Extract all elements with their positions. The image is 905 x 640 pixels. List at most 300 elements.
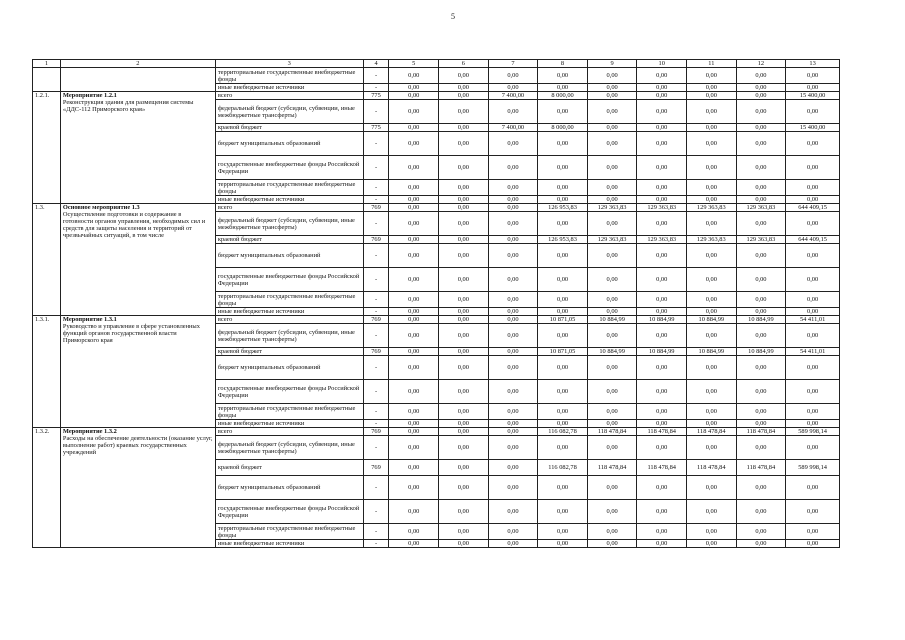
item-description <box>60 68 215 92</box>
amount-cell: 0,00 <box>389 244 439 268</box>
amount-cell: 0,00 <box>439 380 489 404</box>
amount-cell: 0,00 <box>439 204 489 212</box>
amount-cell: 0,00 <box>538 380 588 404</box>
item-title: Мероприятие 1.2.1 <box>62 92 117 99</box>
item-desc: Реконструкция здания для размещения системы «ДДС-112 Приморского края» <box>62 99 194 113</box>
amount-cell: 0,00 <box>786 292 840 308</box>
amount-cell: 10 884,99 <box>587 316 637 324</box>
amount-cell: 0,00 <box>538 292 588 308</box>
budget-code: 775 <box>363 92 389 100</box>
amount-cell: 0,00 <box>687 524 737 540</box>
amount-cell: 0,00 <box>439 500 489 524</box>
amount-cell: 0,00 <box>587 68 637 84</box>
amount-cell: 118 478,84 <box>637 428 687 436</box>
amount-cell: 0,00 <box>389 204 439 212</box>
amount-cell: 0,00 <box>687 180 737 196</box>
amount-cell: 0,00 <box>488 132 538 156</box>
column-number-cell: 4 <box>363 60 389 68</box>
amount-cell: 0,00 <box>587 500 637 524</box>
amount-cell: 0,00 <box>488 436 538 460</box>
amount-cell: 0,00 <box>439 324 489 348</box>
item-number: 1.2.1. <box>33 92 61 204</box>
amount-cell: 54 411,01 <box>786 316 840 324</box>
amount-cell: 0,00 <box>488 292 538 308</box>
amount-cell: 0,00 <box>786 380 840 404</box>
amount-cell: 0,00 <box>538 68 588 84</box>
amount-cell: 0,00 <box>637 268 687 292</box>
amount-cell: 0,00 <box>389 436 439 460</box>
amount-cell: 0,00 <box>488 460 538 476</box>
amount-cell: 0,00 <box>736 324 786 348</box>
amount-cell: 0,00 <box>439 68 489 84</box>
item-desc: Расходы на обеспечение деятельности (оказание услуг, выполнение работ) краевых государственных учреждений <box>62 435 213 456</box>
amount-cell: 0,00 <box>488 308 538 316</box>
amount-cell: 0,00 <box>637 156 687 180</box>
amount-cell: 0,00 <box>736 196 786 204</box>
amount-cell: 0,00 <box>389 156 439 180</box>
amount-cell: 0,00 <box>736 244 786 268</box>
amount-cell: 0,00 <box>587 540 637 548</box>
budget-code: - <box>363 308 389 316</box>
amount-cell: 0,00 <box>687 268 737 292</box>
amount-cell: 0,00 <box>587 380 637 404</box>
amount-cell: 0,00 <box>587 356 637 380</box>
amount-cell: 0,00 <box>488 100 538 124</box>
amount-cell: 0,00 <box>439 404 489 420</box>
amount-cell: 0,00 <box>488 316 538 324</box>
column-number-cell: 6 <box>439 60 489 68</box>
amount-cell: 0,00 <box>439 292 489 308</box>
column-number-cell: 3 <box>215 60 363 68</box>
amount-cell: 0,00 <box>439 348 489 356</box>
amount-cell: 0,00 <box>439 476 489 500</box>
amount-cell: 0,00 <box>687 404 737 420</box>
amount-cell: 0,00 <box>687 324 737 348</box>
amount-cell: 0,00 <box>488 156 538 180</box>
amount-cell: 0,00 <box>439 460 489 476</box>
amount-cell: 0,00 <box>389 356 439 380</box>
column-number-cell: 13 <box>786 60 840 68</box>
amount-cell: 0,00 <box>637 196 687 204</box>
amount-cell: 129 363,83 <box>637 236 687 244</box>
amount-cell: 0,00 <box>786 524 840 540</box>
budget-code: 769 <box>363 348 389 356</box>
amount-cell: 0,00 <box>637 476 687 500</box>
amount-cell: 0,00 <box>439 540 489 548</box>
amount-cell: 0,00 <box>587 84 637 92</box>
budget-code: - <box>363 380 389 404</box>
amount-cell: 0,00 <box>736 156 786 180</box>
amount-cell: 0,00 <box>786 244 840 268</box>
amount-cell: 0,00 <box>687 356 737 380</box>
amount-cell: 0,00 <box>488 356 538 380</box>
amount-cell: 0,00 <box>687 292 737 308</box>
amount-cell: 0,00 <box>587 196 637 204</box>
amount-cell: 0,00 <box>439 244 489 268</box>
amount-cell: 0,00 <box>687 540 737 548</box>
amount-cell: 116 082,78 <box>538 460 588 476</box>
funding-source: иные внебюджетные источники <box>215 196 363 204</box>
funding-source: иные внебюджетные источники <box>215 84 363 92</box>
funding-source: всего <box>215 316 363 324</box>
amount-cell: 0,00 <box>587 180 637 196</box>
amount-cell: 0,00 <box>389 268 439 292</box>
item-description <box>60 92 215 204</box>
amount-cell: 0,00 <box>389 212 439 236</box>
amount-cell: 0,00 <box>587 124 637 132</box>
amount-cell: 0,00 <box>587 268 637 292</box>
funding-source: федеральный бюджет (субсидии, субвенции, иные межбюджетные трансферты) <box>215 100 363 124</box>
budget-code: - <box>363 244 389 268</box>
amount-cell: 0,00 <box>488 524 538 540</box>
amount-cell: 0,00 <box>389 180 439 196</box>
amount-cell: 0,00 <box>587 292 637 308</box>
amount-cell: 129 363,83 <box>587 204 637 212</box>
amount-cell: 0,00 <box>786 84 840 92</box>
amount-cell: 0,00 <box>439 436 489 460</box>
amount-cell: 0,00 <box>488 84 538 92</box>
amount-cell: 0,00 <box>637 308 687 316</box>
amount-cell: 129 363,83 <box>687 236 737 244</box>
column-number-cell: 2 <box>60 60 215 68</box>
amount-cell: 0,00 <box>538 500 588 524</box>
column-number-cell: 5 <box>389 60 439 68</box>
amount-cell: 0,00 <box>786 196 840 204</box>
amount-cell: 126 953,83 <box>538 236 588 244</box>
item-title: Мероприятие 1.3.2 <box>62 428 117 435</box>
amount-cell: 0,00 <box>736 132 786 156</box>
amount-cell: 0,00 <box>736 420 786 428</box>
amount-cell: 0,00 <box>637 420 687 428</box>
amount-cell: 0,00 <box>439 268 489 292</box>
amount-cell: 0,00 <box>637 212 687 236</box>
column-number-row <box>33 60 840 68</box>
budget-code: - <box>363 132 389 156</box>
amount-cell: 0,00 <box>637 524 687 540</box>
budget-code: 769 <box>363 460 389 476</box>
budget-code: - <box>363 500 389 524</box>
amount-cell: 0,00 <box>736 500 786 524</box>
amount-cell: 0,00 <box>389 68 439 84</box>
amount-cell: 0,00 <box>439 100 489 124</box>
amount-cell: 0,00 <box>736 68 786 84</box>
item-desc: Осуществление подготовки и содержание в готовности органов управления, необходимых сил и средств для защиты населения и территорий от чрезвычайных ситуаций, в том числе <box>62 211 206 239</box>
amount-cell: 0,00 <box>786 156 840 180</box>
funding-source: краевой бюджет <box>215 348 363 356</box>
funding-source: краевой бюджет <box>215 124 363 132</box>
amount-cell: 0,00 <box>786 500 840 524</box>
amount-cell: 0,00 <box>538 404 588 420</box>
amount-cell: 10 884,99 <box>687 316 737 324</box>
amount-cell: 15 400,00 <box>786 92 840 100</box>
amount-cell: 0,00 <box>538 84 588 92</box>
amount-cell: 0,00 <box>488 180 538 196</box>
amount-cell: 0,00 <box>538 524 588 540</box>
amount-cell: 0,00 <box>637 540 687 548</box>
budget-code: - <box>363 436 389 460</box>
amount-cell: 0,00 <box>687 380 737 404</box>
amount-cell: 0,00 <box>538 100 588 124</box>
amount-cell: 0,00 <box>736 100 786 124</box>
page-number: 5 <box>451 12 455 21</box>
amount-cell: 10 884,99 <box>637 348 687 356</box>
amount-cell: 8 000,00 <box>538 124 588 132</box>
funding-source: всего <box>215 428 363 436</box>
amount-cell: 0,00 <box>687 308 737 316</box>
table-row <box>33 92 840 100</box>
amount-cell: 0,00 <box>488 244 538 268</box>
amount-cell: 0,00 <box>538 436 588 460</box>
amount-cell: 0,00 <box>786 356 840 380</box>
amount-cell: 0,00 <box>786 212 840 236</box>
amount-cell: 10 884,99 <box>736 316 786 324</box>
amount-cell: 0,00 <box>538 540 588 548</box>
amount-cell: 644 409,15 <box>786 236 840 244</box>
amount-cell: 0,00 <box>389 540 439 548</box>
amount-cell: 0,00 <box>786 436 840 460</box>
amount-cell: 0,00 <box>736 308 786 316</box>
amount-cell: 0,00 <box>389 428 439 436</box>
amount-cell: 0,00 <box>637 436 687 460</box>
budget-code: 769 <box>363 236 389 244</box>
amount-cell: 0,00 <box>687 84 737 92</box>
amount-cell: 129 363,83 <box>637 204 687 212</box>
amount-cell: 126 953,83 <box>538 204 588 212</box>
budget-code: 769 <box>363 204 389 212</box>
item-number: 1.3.2. <box>33 428 61 548</box>
amount-cell: 0,00 <box>687 476 737 500</box>
funding-source: иные внебюджетные источники <box>215 308 363 316</box>
amount-cell: 0,00 <box>687 156 737 180</box>
budget-code: - <box>363 404 389 420</box>
amount-cell: 0,00 <box>538 196 588 204</box>
budget-code: - <box>363 268 389 292</box>
amount-cell: 0,00 <box>389 500 439 524</box>
amount-cell: 0,00 <box>439 524 489 540</box>
amount-cell: 0,00 <box>786 404 840 420</box>
amount-cell: 0,00 <box>587 100 637 124</box>
amount-cell: 0,00 <box>488 268 538 292</box>
amount-cell: 0,00 <box>736 124 786 132</box>
budget-code: - <box>363 476 389 500</box>
item-desc: Руководство и управление в сфере установленных функций органов государственной власти Приморского края <box>62 323 200 344</box>
budget-table <box>32 59 840 548</box>
amount-cell: 10 884,99 <box>687 348 737 356</box>
amount-cell: 0,00 <box>488 348 538 356</box>
amount-cell: 8 000,00 <box>538 92 588 100</box>
amount-cell: 118 478,84 <box>687 460 737 476</box>
item-description <box>60 428 215 548</box>
amount-cell: 0,00 <box>786 476 840 500</box>
amount-cell: 0,00 <box>439 124 489 132</box>
amount-cell: 0,00 <box>538 324 588 348</box>
amount-cell: 0,00 <box>488 428 538 436</box>
amount-cell: 0,00 <box>637 324 687 348</box>
amount-cell: 0,00 <box>687 196 737 204</box>
budget-code: - <box>363 324 389 348</box>
amount-cell: 118 478,84 <box>587 460 637 476</box>
amount-cell: 0,00 <box>439 156 489 180</box>
amount-cell: 0,00 <box>538 132 588 156</box>
amount-cell: 0,00 <box>389 124 439 132</box>
funding-source: государственные внебюджетные фонды Российской Федерации <box>215 380 363 404</box>
budget-code: - <box>363 524 389 540</box>
amount-cell: 0,00 <box>637 356 687 380</box>
amount-cell: 0,00 <box>389 308 439 316</box>
budget-code: 769 <box>363 428 389 436</box>
amount-cell: 0,00 <box>587 524 637 540</box>
amount-cell: 10 884,99 <box>587 348 637 356</box>
amount-cell: 0,00 <box>736 84 786 92</box>
funding-source: бюджет муниципальных образований <box>215 476 363 500</box>
amount-cell: 0,00 <box>587 156 637 180</box>
amount-cell: 0,00 <box>587 436 637 460</box>
amount-cell: 644 409,15 <box>786 204 840 212</box>
amount-cell: 0,00 <box>389 196 439 204</box>
amount-cell: 0,00 <box>786 268 840 292</box>
column-number-cell: 7 <box>488 60 538 68</box>
amount-cell: 0,00 <box>389 92 439 100</box>
funding-source: государственные внебюджетные фонды Российской Федерации <box>215 500 363 524</box>
amount-cell: 0,00 <box>538 308 588 316</box>
amount-cell: 0,00 <box>587 212 637 236</box>
amount-cell: 0,00 <box>637 244 687 268</box>
amount-cell: 0,00 <box>637 132 687 156</box>
amount-cell: 0,00 <box>389 100 439 124</box>
funding-source: федеральный бюджет (субсидии, субвенции, иные межбюджетные трансферты) <box>215 212 363 236</box>
amount-cell: 0,00 <box>687 244 737 268</box>
amount-cell: 0,00 <box>736 212 786 236</box>
amount-cell: 0,00 <box>538 212 588 236</box>
amount-cell: 15 400,00 <box>786 124 840 132</box>
amount-cell: 0,00 <box>637 124 687 132</box>
amount-cell: 0,00 <box>389 84 439 92</box>
amount-cell: 10 871,05 <box>538 316 588 324</box>
amount-cell: 0,00 <box>736 380 786 404</box>
amount-cell: 0,00 <box>736 268 786 292</box>
budget-code: 775 <box>363 124 389 132</box>
amount-cell: 0,00 <box>587 476 637 500</box>
amount-cell: 0,00 <box>488 380 538 404</box>
item-description <box>60 316 215 428</box>
budget-code: - <box>363 156 389 180</box>
budget-code: - <box>363 420 389 428</box>
amount-cell: 0,00 <box>389 380 439 404</box>
amount-cell: 0,00 <box>687 92 737 100</box>
table-row <box>33 428 840 436</box>
amount-cell: 589 998,14 <box>786 428 840 436</box>
amount-cell: 0,00 <box>389 404 439 420</box>
amount-cell: 0,00 <box>736 436 786 460</box>
amount-cell: 0,00 <box>786 132 840 156</box>
amount-cell: 10 884,99 <box>736 348 786 356</box>
item-title: Мероприятие 1.3.1 <box>62 316 117 323</box>
funding-source: всего <box>215 204 363 212</box>
funding-source: территориальные государственные внебюджетные фонды <box>215 180 363 196</box>
amount-cell: 0,00 <box>488 196 538 204</box>
amount-cell: 0,00 <box>488 404 538 420</box>
amount-cell: 0,00 <box>538 356 588 380</box>
amount-cell: 0,00 <box>687 100 737 124</box>
amount-cell: 129 363,83 <box>687 204 737 212</box>
funding-source: территориальные государственные внебюджетные фонды <box>215 292 363 308</box>
amount-cell: 0,00 <box>439 84 489 92</box>
amount-cell: 0,00 <box>637 84 687 92</box>
amount-cell: 0,00 <box>637 500 687 524</box>
amount-cell: 0,00 <box>439 236 489 244</box>
amount-cell: 129 363,83 <box>587 236 637 244</box>
funding-source: государственные внебюджетные фонды Российской Федерации <box>215 268 363 292</box>
amount-cell: 0,00 <box>389 236 439 244</box>
amount-cell: 0,00 <box>786 324 840 348</box>
amount-cell: 0,00 <box>786 308 840 316</box>
amount-cell: 129 363,83 <box>736 204 786 212</box>
amount-cell: 116 082,78 <box>538 428 588 436</box>
amount-cell: 0,00 <box>736 292 786 308</box>
amount-cell: 0,00 <box>538 156 588 180</box>
amount-cell: 0,00 <box>488 204 538 212</box>
amount-cell: 0,00 <box>389 348 439 356</box>
amount-cell: 0,00 <box>736 476 786 500</box>
amount-cell: 0,00 <box>637 292 687 308</box>
amount-cell: 118 478,84 <box>736 428 786 436</box>
column-number-cell: 11 <box>687 60 737 68</box>
budget-code: - <box>363 196 389 204</box>
amount-cell: 118 478,84 <box>736 460 786 476</box>
amount-cell: 0,00 <box>687 500 737 524</box>
budget-code: - <box>363 180 389 196</box>
table-row <box>33 316 840 324</box>
table-row <box>33 204 840 212</box>
amount-cell: 0,00 <box>587 420 637 428</box>
funding-source: иные внебюджетные источники <box>215 540 363 548</box>
amount-cell: 0,00 <box>439 92 489 100</box>
amount-cell: 0,00 <box>587 404 637 420</box>
budget-code: - <box>363 68 389 84</box>
amount-cell: 0,00 <box>389 524 439 540</box>
amount-cell: 0,00 <box>687 212 737 236</box>
funding-source: бюджет муниципальных образований <box>215 132 363 156</box>
amount-cell: 0,00 <box>389 132 439 156</box>
funding-source: бюджет муниципальных образований <box>215 244 363 268</box>
amount-cell: 0,00 <box>736 404 786 420</box>
amount-cell: 118 478,84 <box>687 428 737 436</box>
column-number-cell: 1 <box>33 60 61 68</box>
amount-cell: 0,00 <box>389 460 439 476</box>
amount-cell: 0,00 <box>637 404 687 420</box>
amount-cell: 0,00 <box>538 476 588 500</box>
amount-cell: 0,00 <box>439 180 489 196</box>
amount-cell: 0,00 <box>587 132 637 156</box>
funding-source: территориальные государственные внебюджетные фонды <box>215 524 363 540</box>
amount-cell: 0,00 <box>687 124 737 132</box>
amount-cell: 0,00 <box>687 436 737 460</box>
funding-source: краевой бюджет <box>215 236 363 244</box>
funding-source: всего <box>215 92 363 100</box>
budget-code: - <box>363 212 389 236</box>
amount-cell: 0,00 <box>736 180 786 196</box>
funding-source: краевой бюджет <box>215 460 363 476</box>
amount-cell: 0,00 <box>439 420 489 428</box>
amount-cell: 0,00 <box>538 420 588 428</box>
amount-cell: 0,00 <box>687 68 737 84</box>
amount-cell: 0,00 <box>687 132 737 156</box>
column-number-cell: 10 <box>637 60 687 68</box>
item-number: 1.3.1. <box>33 316 61 428</box>
amount-cell: 0,00 <box>488 212 538 236</box>
funding-source: территориальные государственные внебюджетные фонды <box>215 68 363 84</box>
amount-cell: 0,00 <box>637 92 687 100</box>
